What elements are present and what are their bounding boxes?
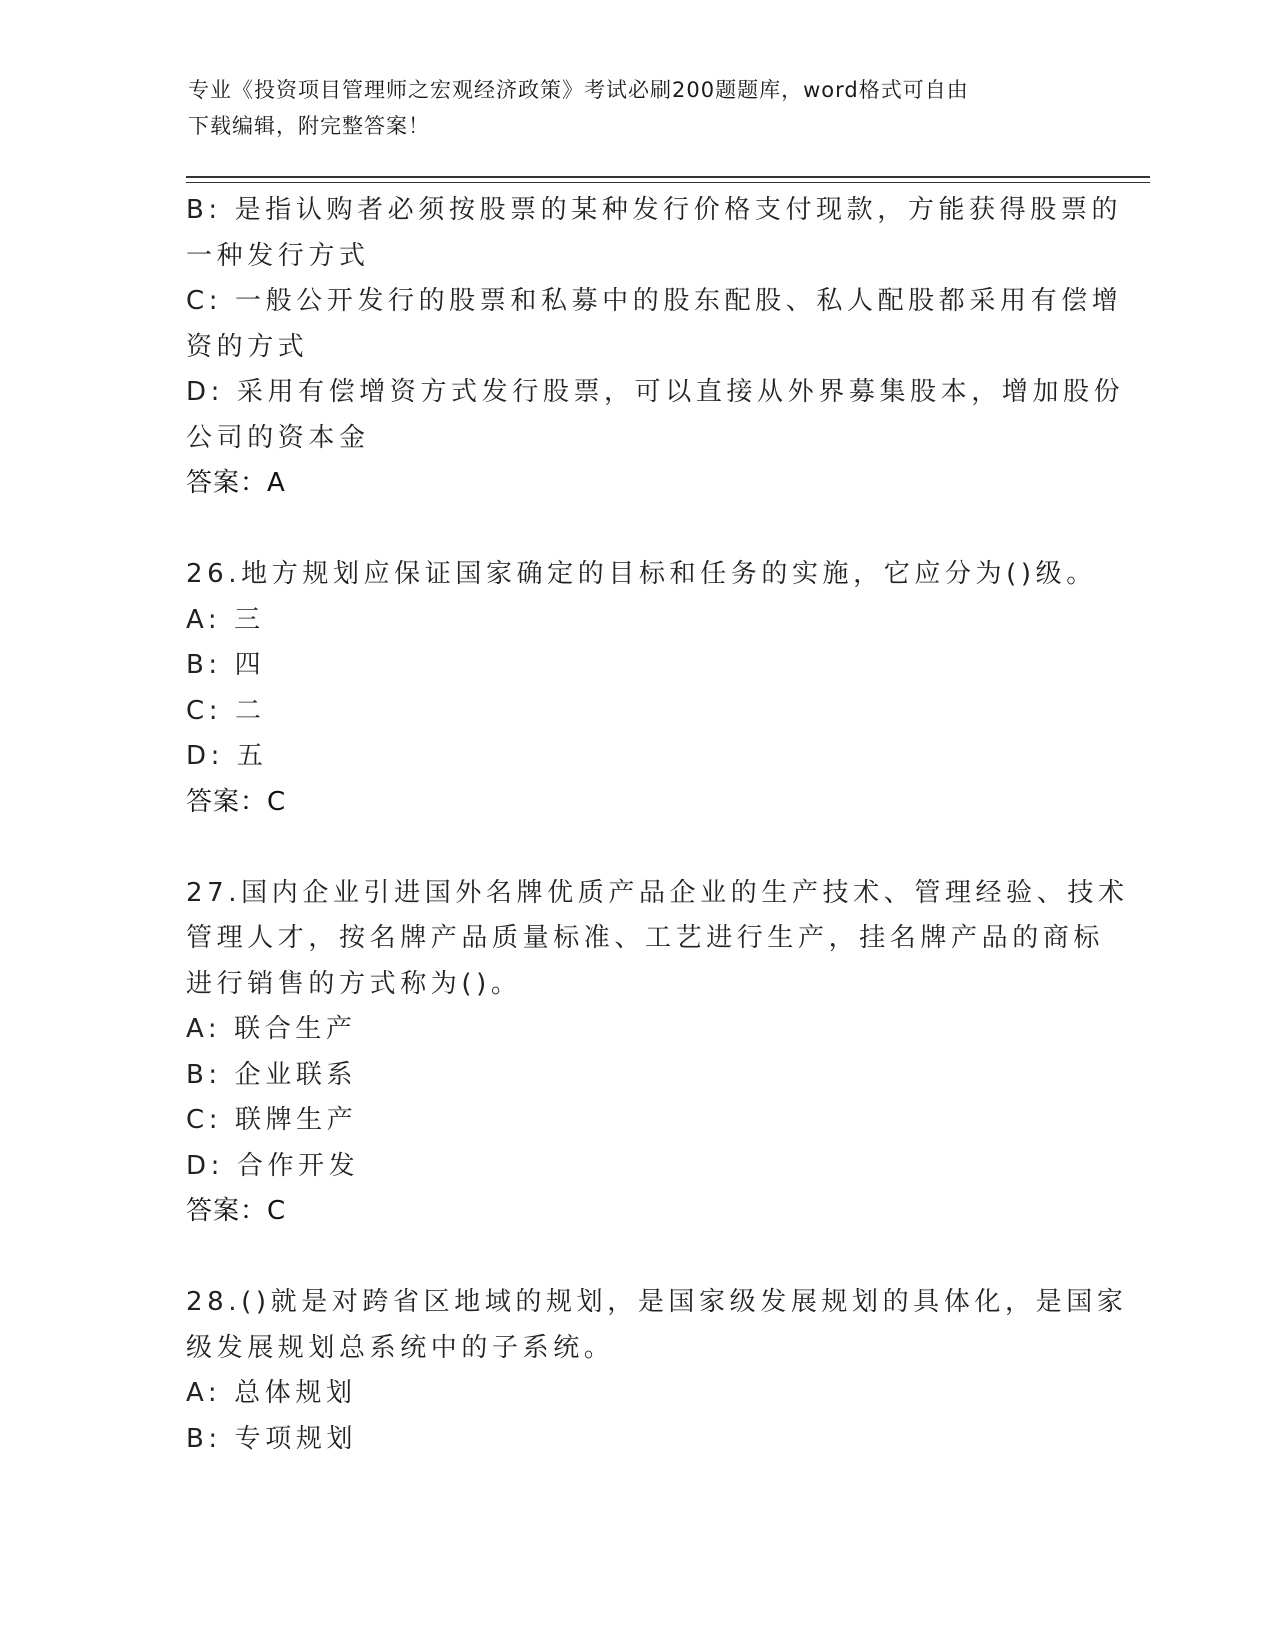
answer-value: C — [267, 786, 286, 817]
question-stem-line-1: 28.()就是对跨省区地域的规划，是国家级发展规划的具体化，是国家 — [186, 1287, 1128, 1317]
option-d-line-2: 公司的资本金 — [186, 422, 370, 453]
answer-value: A — [267, 468, 285, 498]
answer-label: 答案： — [186, 786, 268, 817]
option-a: A: 联合生产 — [186, 1014, 357, 1044]
question-stem-line-2: 级发展规划总系统中的子系统。 — [186, 1332, 615, 1363]
option-d: D: 五 — [186, 741, 268, 771]
question-stem-line-1: 27.国内企业引进国外名牌优质产品企业的生产技术、管理经验、技术 — [186, 877, 1129, 908]
option-d: D: 合作开发 — [186, 1150, 360, 1181]
answer-line — [186, 780, 1076, 826]
answer-label: 答案： — [186, 1196, 268, 1226]
option-b-line-2: 一种发行方式 — [186, 240, 370, 271]
question-stem-line-3: 进行销售的方式称为()。 — [186, 968, 522, 999]
document-body — [186, 188, 1129, 1462]
header-line-2: 下载编辑，附完整答案！ — [188, 114, 430, 138]
option-b: B: 专项规划 — [186, 1423, 358, 1454]
option-a: A: 总体规划 — [186, 1378, 357, 1408]
header-rule-top — [186, 176, 1150, 178]
answer-value: C — [267, 1196, 286, 1226]
option-b-line-1: B: 是指认购者必须按股票的某种发行价格支付现款，方能获得股票的 — [186, 195, 1123, 225]
option-b: B: 四 — [186, 650, 266, 680]
option-d-line-1: D: 采用有偿增资方式发行股票，可以直接从外界募集股本，增加股份 — [186, 377, 1125, 407]
answer-line — [186, 1189, 1076, 1235]
question-26 — [186, 552, 1097, 825]
spacer — [186, 507, 1076, 553]
question-stem: 26.地方规划应保证国家确定的目标和任务的实施，它应分为()级。 — [186, 559, 1097, 589]
question-28 — [186, 1280, 1128, 1462]
header-rule-bottom — [186, 182, 1150, 183]
question-25-continued — [186, 188, 1125, 507]
header-line-1: 专业《投资项目管理师之宏观经济政策》考试必刷200题题库，word格式可自由 — [188, 78, 969, 102]
option-c-line-1: C: 一般公开发行的股票和私募中的股东配股、私人配股都采用有偿增 — [186, 286, 1123, 316]
spacer — [186, 825, 1076, 871]
spacer — [186, 1235, 1076, 1281]
option-c: C: 联牌生产 — [186, 1105, 358, 1135]
answer-label: 答案： — [186, 468, 268, 498]
option-b: B: 企业联系 — [186, 1059, 358, 1090]
question-27 — [186, 871, 1129, 1235]
document-header — [188, 72, 1088, 144]
option-a: A: 三 — [186, 604, 265, 635]
question-stem-line-2: 管理人才，按名牌产品质量标准、工艺进行生产，挂名牌产品的商标 — [186, 923, 1105, 953]
answer-line — [186, 461, 1076, 507]
option-c: C: 二 — [186, 695, 266, 726]
option-c-line-2: 资的方式 — [186, 331, 309, 362]
